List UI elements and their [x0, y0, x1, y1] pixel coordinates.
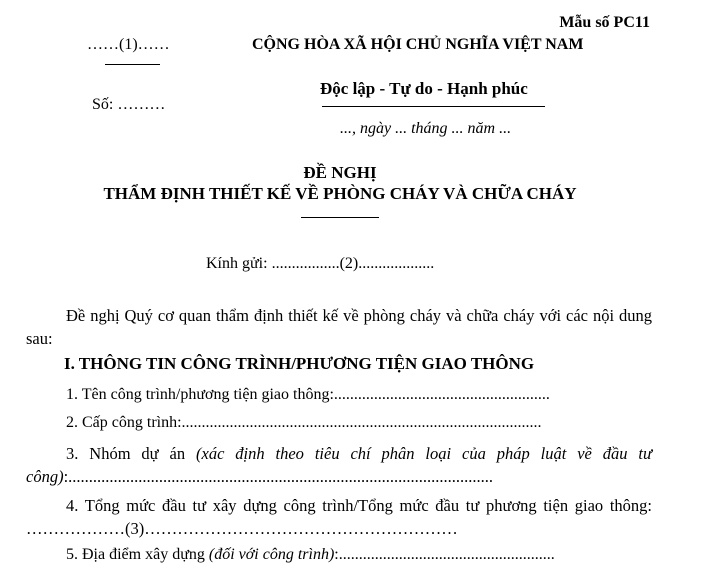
item-prefix: 3. Nhóm dự án: [66, 444, 196, 463]
list-item: 1. Tên công trình/phương tiện giao thông:......................................................: [66, 386, 550, 403]
list-item: [66, 546, 555, 564]
org-placeholder: ……(1)……: [87, 36, 170, 53]
nation-heading: CỘNG HÒA XÃ HỘI CHỦ NGHĨA VIỆT NAM: [252, 36, 584, 53]
title-underline: [301, 217, 379, 218]
document-subtitle: THẨM ĐỊNH THIẾT KẾ VỀ PHÒNG CHÁY VÀ CHỮA CHÁY: [103, 184, 577, 203]
item-note: (đối với công trình): [208, 546, 335, 563]
section-heading: I. THÔNG TIN CÔNG TRÌNH/PHƯƠNG TIỆN GIAO THÔNG: [64, 354, 535, 373]
item-suffix: :.......................................................................................................: [63, 467, 494, 486]
list-item: [26, 442, 652, 488]
form-code: Mẫu số PC11: [559, 14, 650, 31]
motto: Độc lập - Tự do - Hạnh phúc: [320, 79, 528, 98]
item-prefix: 5. Địa điểm xây dựng: [66, 546, 209, 563]
item-note: (xác định theo tiêu chí phân loại của pháp luật về đầu tư công): [26, 444, 652, 486]
motto-underline: [322, 106, 545, 107]
intro-paragraph: Đề nghị Quý cơ quan thẩm định thiết kế về phòng cháy và chữa cháy với các nội dung sau:: [26, 306, 652, 348]
addressee: Kính gửi: .................(2)...................: [206, 255, 435, 272]
list-item: 4. Tổng mức đầu tư xây dựng công trình/Tổng mức đầu tư phương tiện giao thông: ………………(3)…………………………………………………: [26, 496, 652, 538]
org-underline: [105, 64, 160, 65]
list-item: 2. Cấp công trình:..........................................................................................: [66, 414, 542, 431]
document-title: ĐỀ NGHỊ: [303, 163, 377, 182]
place-date: ..., ngày ... tháng ... năm ...: [340, 120, 512, 137]
item-suffix: :......................................................: [334, 546, 555, 563]
doc-number: Số: ………: [92, 96, 166, 113]
